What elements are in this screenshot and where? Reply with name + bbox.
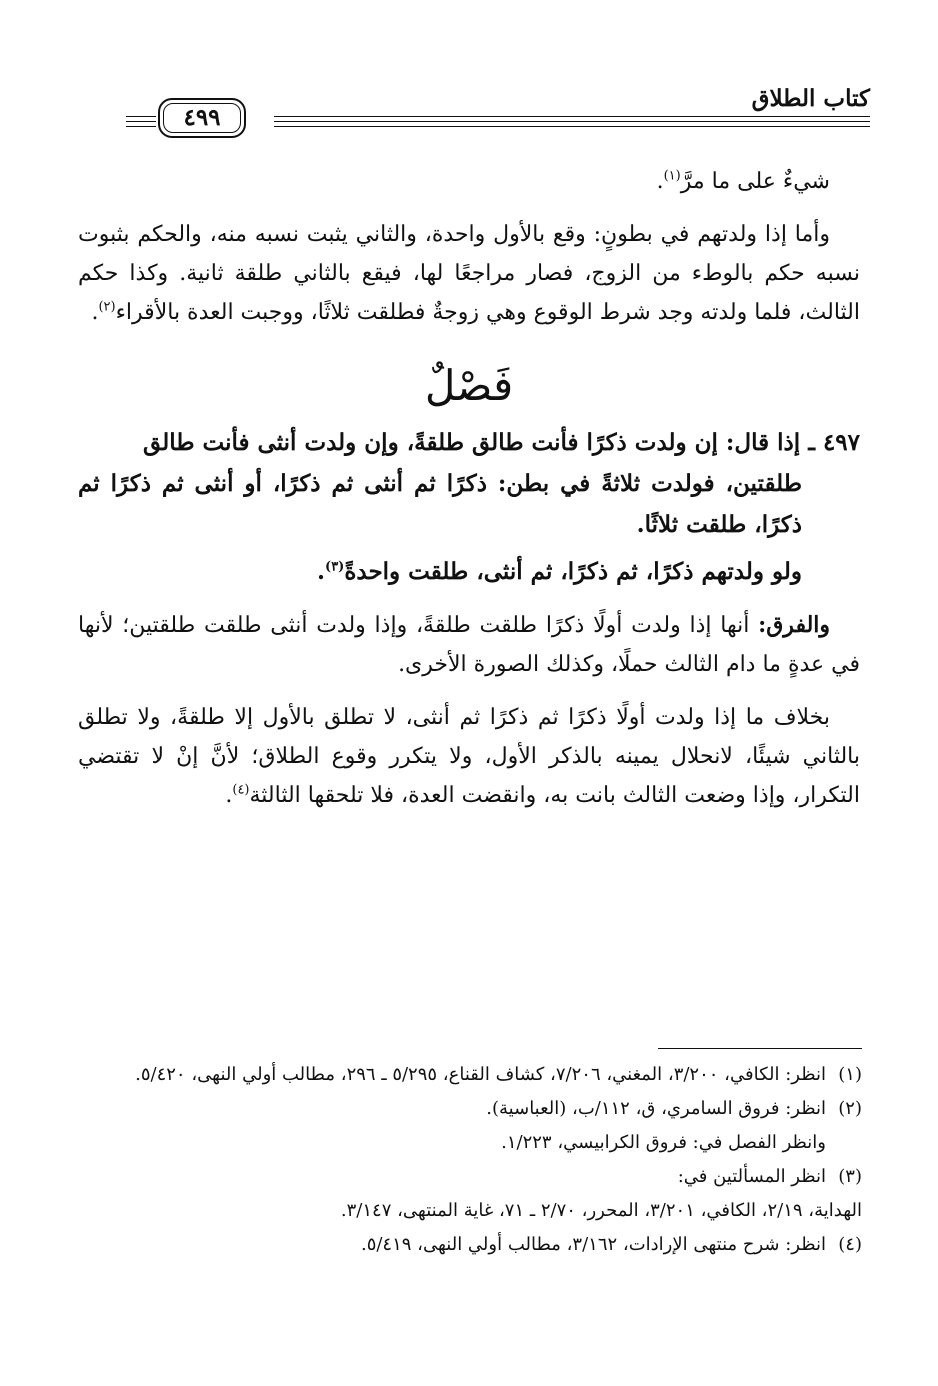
paragraph [78,215,860,332]
footnote-2 [78,1094,862,1124]
paragraph-end: . [317,558,326,585]
footnote-separator [658,1048,862,1049]
footnotes [78,1060,862,1264]
issue-text: إذا قال: إن ولدت ذكرًا فأنت طالق طلقةً، وإن ولدت أنثى فأنت طالق [143,429,801,456]
farq-label: والفرق: [758,612,831,638]
footnote-ref: (٤) [232,782,250,798]
footnote-number: (٢) [838,1098,862,1119]
footnote-4 [78,1230,862,1260]
paragraph-end: . [225,783,233,808]
footnote-number: (١) [838,1064,862,1085]
footnote-3 [78,1162,862,1192]
page-number-badge: ٤٩٩ [158,98,246,138]
footnote-number: (٣) [838,1166,862,1187]
footnote-text: انظر المسألتين في: [677,1166,826,1187]
issue-number: ٤٩٧ ـ [808,429,860,456]
header-rule-left [126,116,156,117]
paragraph-text: بخلاف ما إذا ولدت أولًا ذكرًا ثم ذكرًا ثم أنثى، لا تطلق بالأول إلا طلقةً، ولا تطلق بالثاني شيئًا، لانحلال يمينه بالذكر الأول، ولا يتكرر وقوع الطلاق؛ لأنَّ إنْ لا تقتضي التكرار، وإذا وضعت الثالث بانت به، وانقضت العدة، فلا تلحقها الثالثة [78,705,860,808]
issue-statement [78,422,860,463]
issue-statement-continued: طلقتين، فولدت ثلاثةً في بطن: ذكرًا ثم أنثى ثم ذكرًا، أو أنثى ثم ذكرًا ثم ذكرًا، طلقت ثلاثًا. [78,470,802,538]
paragraph-end: . [91,300,99,325]
footnote-ref: (٣) [325,559,345,575]
issue-second-case [78,551,860,592]
header-rule [274,116,870,117]
paragraph-text: شيءٌ على ما مرَّ [680,169,830,194]
footnote-text: انظر: شرح منتهى الإرادات، ٣/١٦٢، مطالب أولي النهى، ٥/٤١٩. [360,1234,826,1255]
header-rule-left [126,126,156,127]
header-rule [274,121,870,122]
footnote-number: (٤) [838,1234,862,1255]
paragraph-end: . [656,169,664,194]
farq-text: أنها إذا ولدت أولًا ذكرًا طلقت طلقةً، وإذا ولدت أنثى طلقت طلقتين؛ لأنها في عدةٍ ما دام الثالث حملًا، وكذلك الصورة الأخرى. [78,613,860,677]
running-header-title: كتاب الطلاق [751,85,870,112]
paragraph-continuation [78,162,860,201]
footnote-1 [78,1060,862,1090]
footnote-2-line-2: وانظر الفصل في: فروق الكرابيسي، ١/٢٢٣. [501,1132,826,1153]
paragraph-text: وأما إذا ولدتهم في بطونٍ: وقع بالأول واحدة، والثاني يثبت نسبه منه، والحكم بثبوت نسبه حكم بالوطء من الزوج، فصار مراجعًا لها، فيقع بالثاني طلقة ثانية. وكذا حكم الثالث، فلما ولدته وجد شرط الوقوع وهي زوجةٌ فطلقت ثلاثًا، ووجبت العدة بالأقراء [78,222,860,325]
footnote-text: انظر: الكافي، ٣/٢٠٠، المغني، ٧/٢٠٦، كشاف القناع، ٥/٢٩٥ ـ ٢٩٦، مطالب أولي النهى، ٥/٤٢٠. [135,1064,826,1085]
issue-extra-text: ولو ولدتهم ذكرًا، ثم ذكرًا، ثم أنثى، طلقت واحدةً [344,558,802,585]
footnote-3-line-2: الهداية، ٢/١٩، الكافي، ٣/٢٠١، المحرر، ٢/٧٠ ـ ٧١، غاية المنتهى، ٣/١٤٧. [340,1200,862,1221]
footnote-text: انظر: فروق السامري، ق، ١١٢/ب، (العباسية). [486,1098,826,1119]
farq-paragraph [78,606,860,684]
header-rule [274,126,870,127]
footnote-ref: (١) [663,168,681,184]
main-text [78,162,860,815]
header-rule-left [126,121,156,122]
footnote-ref: (٢) [98,299,116,315]
paragraph [78,698,860,815]
section-heading: فَصْلٌ [424,361,514,410]
